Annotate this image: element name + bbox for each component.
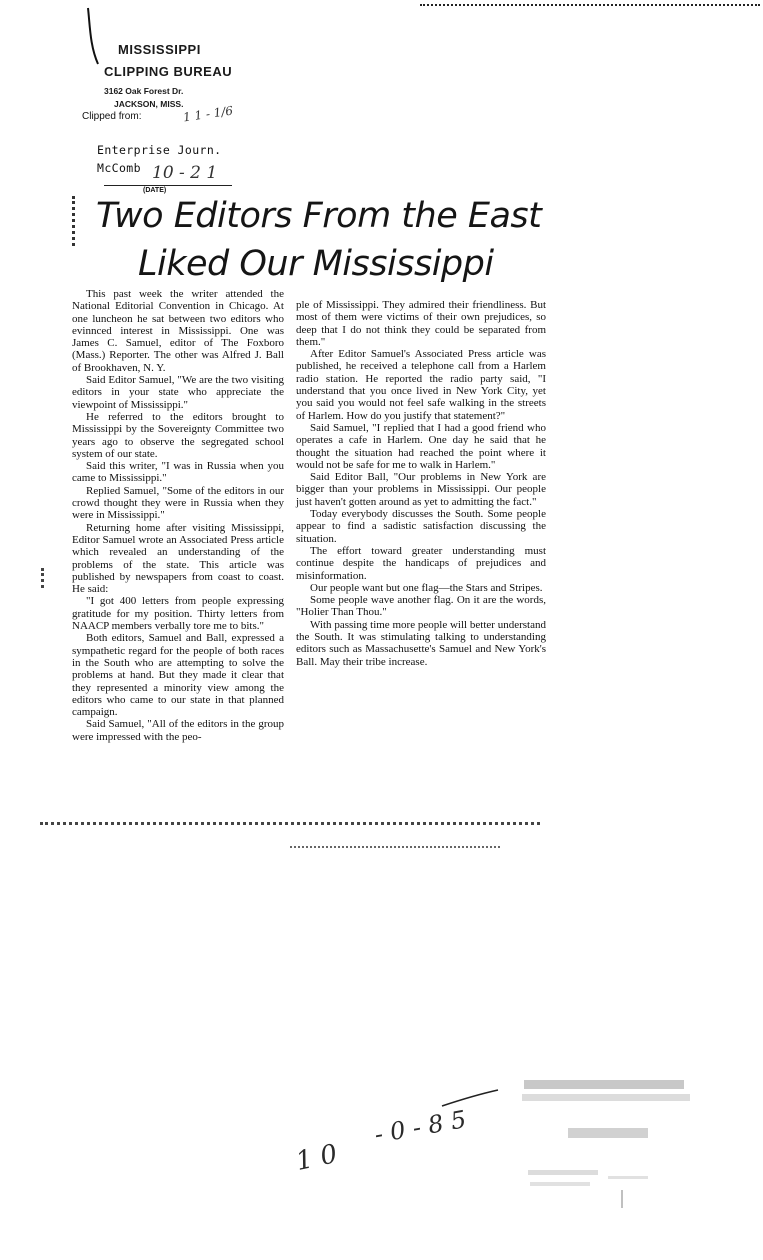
paragraph: This past week the writer attended the National Editorial Convention in Chicago. At one luncheon he sat between two editors who evinnced interest in Mississippi. One was James C. Samuel, editor of The Foxboro (Mass.) Reporter. The other was Alfred J. Ball of Brookhaven, N. Y. bbox=[72, 288, 284, 374]
paragraph: Said Editor Ball, "Our problems in New York are bigger than your problems in Mississippi. Our people just haven't gotten around as yet to admitting the fact." bbox=[296, 471, 546, 508]
bureau-city: JACKSON, MISS. bbox=[114, 99, 184, 109]
paragraph: Our people want but one flag—the Stars and Stripes. bbox=[310, 581, 543, 594]
headline-line1: Two Editors From the East bbox=[96, 196, 542, 236]
paragraph: He referred to the editors brought to Mississippi by the Sovereignty Committee two years ago to observe the segregated school system of our state. bbox=[72, 410, 284, 460]
handwritten-number-part1: 1 0 bbox=[293, 1139, 341, 1177]
paragraph: After Editor Samuel's Associated Press article was published, he received a telephone call from a Harlem radio station. He reported the radio party said, "I understand that you once lived in New York City, yet you said you would not feel safe walking in the streets of Harlem. How do you justify that statement?" bbox=[296, 348, 546, 422]
newspaper-name-line2: McComb bbox=[97, 161, 141, 175]
pen-stroke-mark bbox=[86, 6, 100, 66]
date-label: (DATE) bbox=[143, 187, 167, 194]
paragraph: Some people wave another flag. On it are the words, "Holier Than Thou." bbox=[296, 594, 546, 619]
paragraph: Said Samuel, "All of the editors in the group were impressed with the peo- bbox=[72, 718, 284, 743]
article-headline bbox=[92, 196, 552, 296]
article-column-left bbox=[72, 288, 284, 743]
handwritten-number-part2: - 0 - 8 5 bbox=[372, 1105, 469, 1149]
paragraph: Both editors, Samuel and Ball, expressed a sympathetic regard for the people of both races in the South who are attempting to solve the problems at hand. But they made it clear that they represented a minority view among the editors who came to our state in that planned campaign. bbox=[72, 632, 284, 719]
pen-stroke-mark bbox=[440, 1088, 500, 1108]
paragraph: The effort toward greater understanding must continue despite the handicaps of prejudices and misinformation. bbox=[296, 544, 546, 582]
date-rule bbox=[104, 185, 232, 186]
bureau-name-line1: MISSISSIPPI bbox=[118, 42, 201, 57]
paragraph: Today everybody discusses the South. Some people appear to find a sadistic satisfaction discussing the situation. bbox=[296, 508, 546, 545]
clipped-from-label: Clipped from: bbox=[82, 111, 142, 122]
paragraph: With passing time more people will better understand the South. It was stimulating talking to understanding editors such as Massachusette's Samuel and New York's Ball. May their tribe increase. bbox=[296, 618, 546, 668]
paragraph: Replied Samuel, "Some of the editors in our crowd thought they were in Russia when they were in Mississippi." bbox=[72, 484, 284, 522]
headline-line2: Liked Our Mississippi bbox=[138, 244, 494, 284]
scan-speckle bbox=[41, 568, 48, 588]
scan-edge-bottom bbox=[290, 846, 500, 848]
paragraph: ple of Mississippi. They admired their friendliness. But most of them were victims of their own prejudices, so deep that I do not think they could be separated from them." bbox=[296, 299, 546, 348]
paragraph: Returning home after visiting Mississippi, Editor Samuel wrote an Associated Press article which revealed an understanding of the problems of the state. This article was published by newspapers from coast to coast. He said: bbox=[72, 521, 284, 596]
handwritten-file-number bbox=[293, 1105, 516, 1195]
date-handwriting: 10 - 2 1 bbox=[152, 163, 218, 183]
article-column-right bbox=[296, 299, 546, 668]
newspaper-name-line1: Enterprise Journ. bbox=[97, 143, 222, 157]
scan-edge-top bbox=[420, 4, 760, 6]
bureau-address: 3162 Oak Forest Dr. bbox=[104, 86, 184, 96]
paragraph: Said this writer, "I was in Russia when you came to Mississippi." bbox=[72, 460, 284, 485]
clipped-from-handwriting: 1 1 - 1/6 bbox=[182, 103, 234, 125]
paragraph: Said Samuel, "I replied that I had a good friend who operates a cafe in Harlem. One day he said that he thought the situation had reached the point where it would not be safe for me to walk in Harlem." bbox=[296, 421, 546, 471]
paragraph: "I got 400 letters from people expressing gratitude for my position. Thirty letters from NAACP members verbally tore me to bits." bbox=[72, 595, 284, 633]
paragraph: Said Editor Samuel, "We are the two visiting editors in your state who appreciate the viewpoint of Mississippi." bbox=[72, 374, 284, 411]
faded-stamp bbox=[518, 1072, 698, 1212]
scan-speckle bbox=[72, 196, 79, 246]
scan-edge-bottom bbox=[40, 822, 540, 825]
bureau-name-line2: CLIPPING BUREAU bbox=[104, 64, 233, 79]
